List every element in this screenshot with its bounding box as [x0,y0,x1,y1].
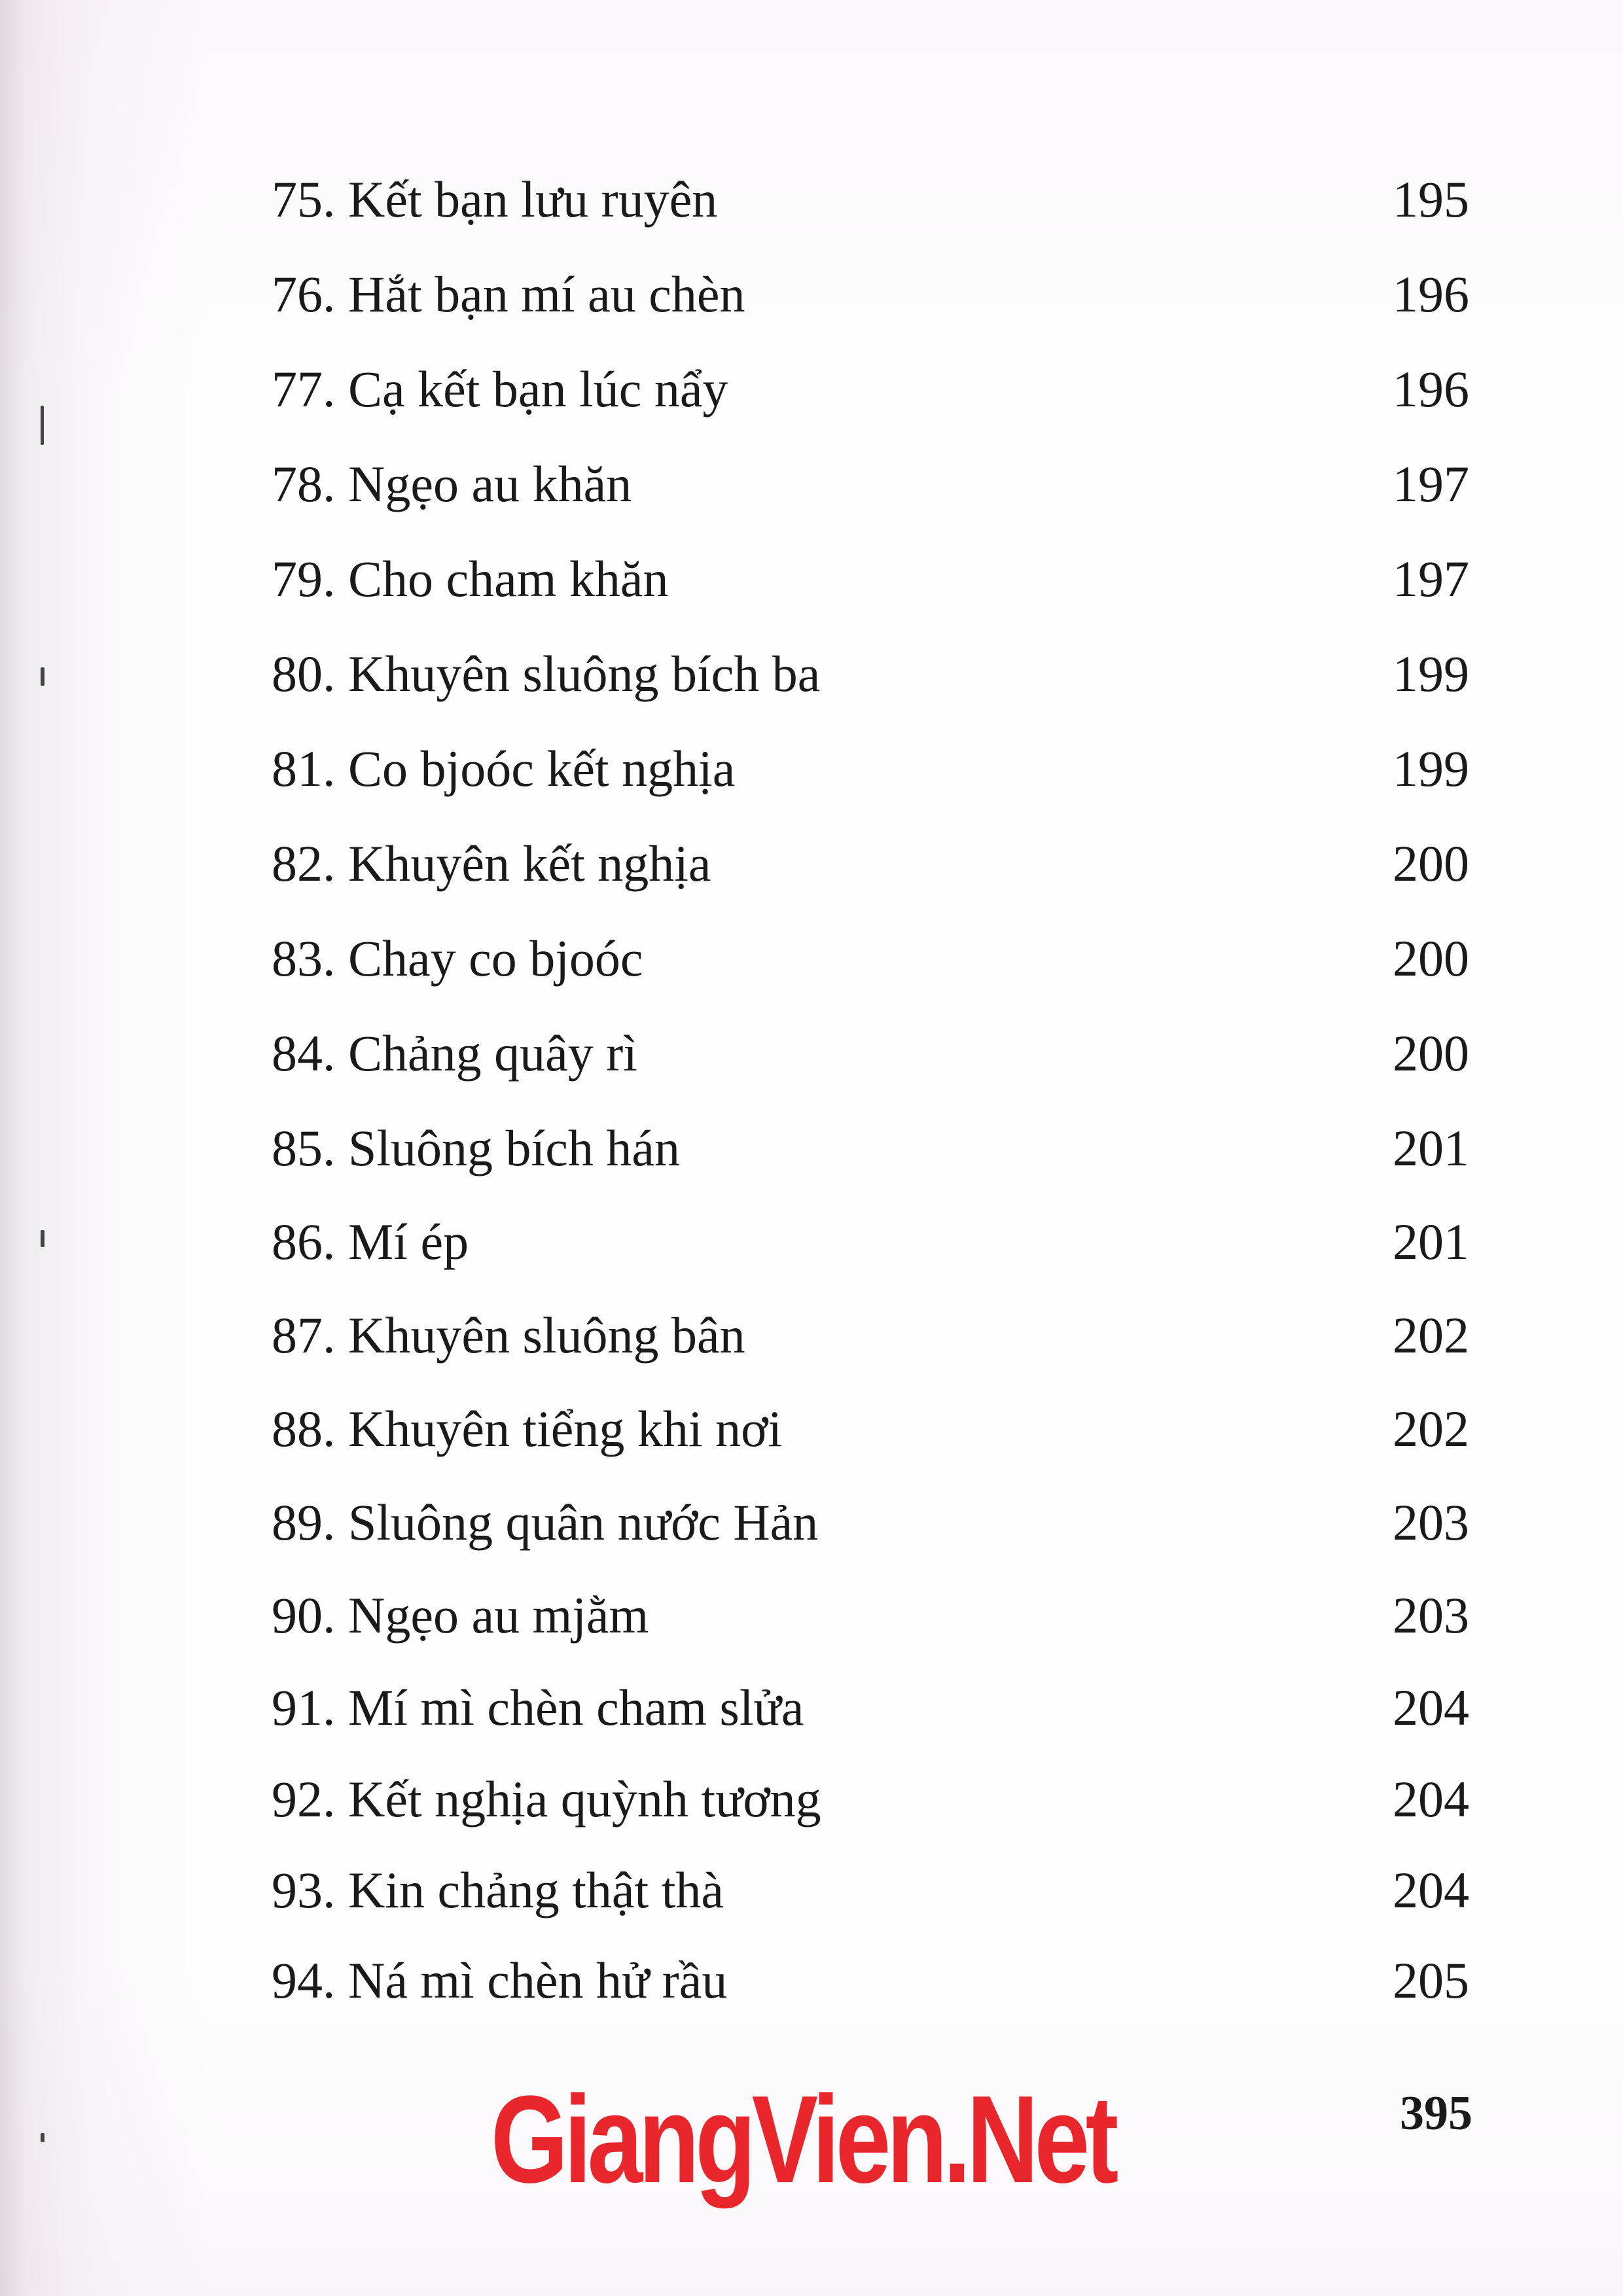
toc-entry [272,1299,1469,1371]
toc-entry [272,1672,1469,1744]
toc-entry [272,1854,1469,1926]
toc-entry [272,448,1469,520]
toc-entry [272,923,1469,995]
toc-entry [272,543,1469,615]
toc-entry-page: 195 [1393,171,1469,228]
toc-entry-title: 81. Co bjoóc kết nghịa [272,740,736,797]
toc-entry-page: 196 [1393,266,1469,323]
toc-entry-title: 76. Hắt bạn mí au chèn [272,266,745,323]
toc-entry-page: 205 [1393,1952,1469,2009]
toc-entry-title: 93. Kin chảng thật thà [272,1862,724,1918]
toc-entry-title: 88. Khuyên tiểng khi nơi [272,1400,782,1457]
toc-entry-title: 78. Ngẹo au khăn [272,455,632,512]
toc-entry-title: 79. Cho cham khăn [272,550,669,607]
toc-entry-page: 204 [1393,1771,1469,1828]
toc-entry-title: 90. Ngẹo au mjằm [272,1587,649,1644]
toc-entry-page: 199 [1393,645,1469,702]
toc-entry [272,1206,1469,1278]
toc-entry-page: 200 [1393,930,1469,987]
toc-entry [272,1945,1469,2017]
toc-entry-page: 203 [1393,1587,1469,1644]
toc-entry [272,733,1469,805]
toc-entry-title: 86. Mí ép [272,1213,469,1270]
page-number: 395 [1400,2087,1472,2140]
toc-entry [272,638,1469,710]
toc-entry-title: 85. Sluông bích hán [272,1120,680,1176]
toc-entry-page: 197 [1393,550,1469,607]
toc-entry [272,1393,1469,1465]
toc-entry-title: 92. Kết nghịa quỳnh tương [272,1771,821,1828]
toc-entry-title: 87. Khuyên sluông bân [272,1307,745,1364]
toc-entry-page: 200 [1393,1025,1469,1082]
toc-entry-page: 202 [1393,1400,1469,1457]
toc-entry-title: 80. Khuyên sluông bích ba [272,645,821,702]
toc-entry-page: 201 [1393,1120,1469,1176]
toc-entry-page: 196 [1393,361,1469,417]
toc-entry-title: 94. Ná mì chèn hử rầu [272,1952,728,2009]
toc-entry-page: 201 [1393,1213,1469,1270]
toc-entry [272,828,1469,900]
toc-entry-title: 84. Chảng quây rì [272,1025,637,1082]
toc-entry-page: 199 [1393,740,1469,797]
toc-entry [272,1487,1469,1559]
toc-entry-title: 75. Kết bạn lưu ruyên [272,171,718,228]
toc-entry-page: 197 [1393,455,1469,512]
toc-entry [272,164,1469,236]
toc-entry-page: 204 [1393,1862,1469,1918]
toc-entry-title: 77. Cạ kết bạn lúc nẩy [272,361,728,417]
watermark-logo: GiangVien.Net [491,2070,1115,2209]
toc-entry [272,258,1469,330]
toc-entry-page: 202 [1393,1307,1469,1364]
toc-entry [272,1580,1469,1651]
toc-entry [272,353,1469,425]
toc-entry [272,1112,1469,1184]
toc-entry-title: 89. Sluông quân nước Hản [272,1494,819,1551]
toc-entry-page: 203 [1393,1494,1469,1551]
toc-entry-page: 204 [1393,1679,1469,1736]
toc-entry [272,1017,1469,1089]
toc-entry-title: 82. Khuyên kết nghịa [272,835,711,892]
toc-entry-title: 83. Chay co bjoóc [272,930,643,987]
toc-entry [272,1763,1469,1835]
toc-entry-page: 200 [1393,835,1469,892]
toc-entry-title: 91. Mí mì chèn cham slửa [272,1679,804,1736]
